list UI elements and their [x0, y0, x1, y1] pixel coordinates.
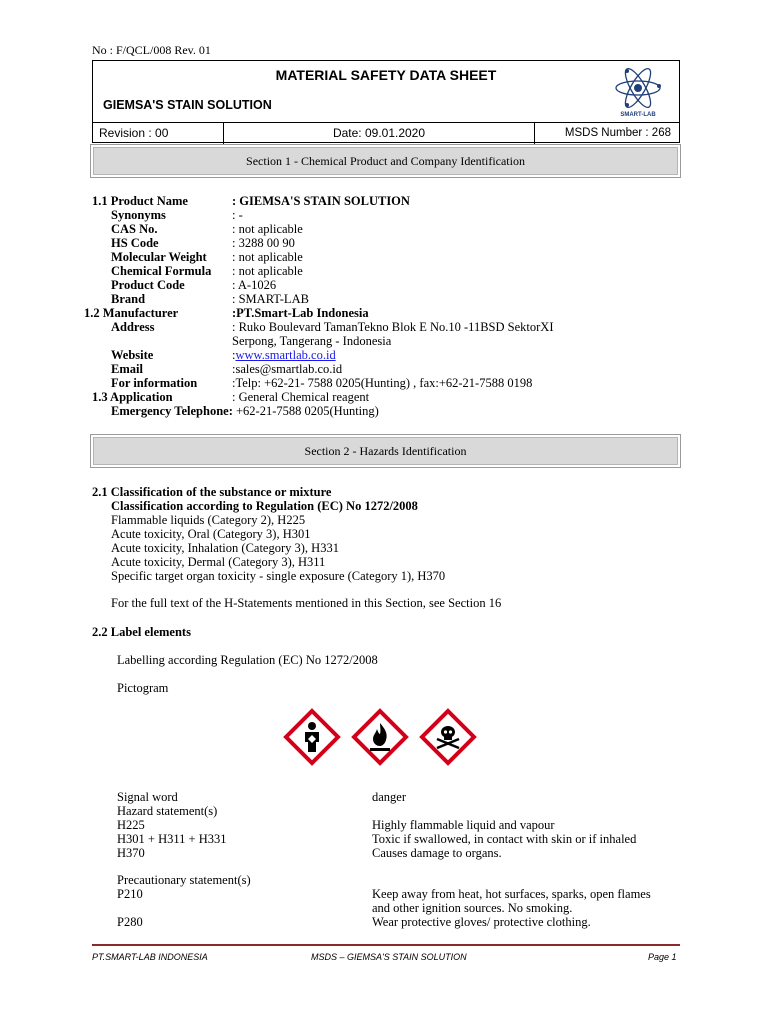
field-value: +62-21-7588 0205(Hunting)	[232, 404, 379, 418]
field-label: Chemical Formula	[111, 264, 212, 278]
smart-lab-logo	[603, 61, 673, 119]
section-2-header: Section 2 - Hazards Identification	[90, 434, 681, 468]
classification-heading: 2.1 Classification of the substance or mixture	[92, 485, 332, 499]
hazard-code: H370	[117, 846, 145, 860]
field-label: Emergency Telephone:	[111, 404, 233, 418]
signal-word-label: Signal word	[117, 790, 178, 804]
field-value: :Telp: +62-21- 7588 0205(Hunting) , fax:+62-21-7588 0198	[232, 376, 533, 390]
ghs-pictograms	[283, 708, 488, 766]
field-value: : Ruko Boulevard TamanTekno Blok E No.10 -11BSD SektorXI	[232, 320, 554, 334]
classification-item: Flammable liquids (Category 2), H225	[111, 513, 306, 527]
hazard-code: H301 + H311 + H331	[117, 832, 227, 846]
field-value: : 3288 00 90	[232, 236, 295, 250]
precaution-text-continued: and other ignition sources. No smoking.	[372, 901, 573, 915]
header-box	[92, 60, 680, 143]
pictogram-label: Pictogram	[117, 681, 169, 695]
msds-number-cell: MSDS Number : 268	[564, 127, 671, 139]
footer-document: MSDS – GIEMSA'S STAIN SOLUTION	[311, 952, 467, 962]
field-label: CAS No.	[111, 222, 158, 236]
field-label: Synonyms	[111, 208, 166, 222]
precaution-code: P280	[117, 915, 143, 929]
precaution-text: Wear protective gloves/ protective clothing.	[372, 915, 591, 929]
field-value: : General Chemical reagent	[232, 390, 370, 404]
website-link[interactable]: www.smartlab.co.id	[235, 348, 336, 362]
classification-item: Specific target organ toxicity - single exposure (Category 1), H370	[111, 569, 446, 583]
field-value: :sales@smartlab.co.id	[232, 362, 343, 376]
classification-item: Acute toxicity, Oral (Category 3), H301	[111, 527, 311, 541]
signal-word-value: danger	[372, 790, 407, 804]
field-value: : not aplicable	[232, 264, 303, 278]
field-value: :PT.Smart-Lab Indonesia	[232, 306, 369, 320]
precautionary-statements-label: Precautionary statement(s)	[117, 873, 251, 887]
field-value	[232, 348, 336, 363]
field-label: Molecular Weight	[111, 250, 207, 264]
field-label: HS Code	[111, 236, 159, 250]
health-hazard-icon	[286, 711, 338, 763]
hazard-text: Causes damage to organs.	[372, 846, 502, 860]
labelling-text: Labelling according Regulation (EC) No 1272/2008	[117, 653, 378, 667]
field-value: : GIEMSA'S STAIN SOLUTION	[232, 194, 410, 208]
section-1-header: Section 1 - Chemical Product and Company Identification	[90, 144, 681, 178]
classification-item: Acute toxicity, Inhalation (Category 3), H331	[111, 541, 339, 555]
product-heading: GIEMSA'S STAIN SOLUTION	[103, 98, 272, 112]
document-title: MATERIAL SAFETY DATA SHEET	[275, 67, 497, 83]
field-label: Address	[111, 320, 155, 334]
field-value: : SMART-LAB	[232, 292, 309, 306]
field-label: Website	[111, 348, 154, 362]
date-cell: Date: 09.01.2020	[224, 123, 535, 144]
header-info-row	[93, 122, 679, 144]
field-label: 1.1 Product Name	[92, 194, 188, 208]
footer-page-number: Page 1	[648, 952, 677, 962]
field-value: : not aplicable	[232, 222, 303, 236]
flame-icon	[354, 711, 406, 763]
footer-company: PT.SMART-LAB INDONESIA	[92, 952, 208, 962]
hazard-text: Highly flammable liquid and vapour	[372, 818, 555, 832]
field-value: : -	[232, 208, 243, 222]
website-prefix: :	[232, 348, 236, 362]
field-label: 1.3 Application	[92, 390, 173, 404]
field-value: Serpong, Tangerang - Indonesia	[232, 334, 392, 348]
hazard-statements-label: Hazard statement(s)	[117, 804, 218, 818]
field-value: : not aplicable	[232, 250, 303, 264]
logo-text: SMART-LAB	[620, 112, 656, 118]
field-label: Brand	[111, 292, 146, 306]
field-label: Email	[111, 362, 143, 376]
header-top	[93, 61, 679, 122]
hazard-code: H225	[117, 818, 145, 832]
footer-divider	[92, 944, 680, 946]
document-number: No : F/QCL/008 Rev. 01	[92, 43, 211, 57]
field-value: : A-1026	[232, 278, 277, 292]
label-elements-heading: 2.2 Label elements	[92, 625, 191, 639]
classification-item: Acute toxicity, Dermal (Category 3), H311	[111, 555, 326, 569]
skull-crossbones-icon	[422, 711, 474, 763]
field-label: Product Code	[111, 278, 185, 292]
precaution-code: P210	[117, 887, 143, 901]
atom-logo-icon	[603, 61, 673, 119]
precaution-text: Keep away from heat, hot surfaces, sparks, open flames	[372, 887, 651, 901]
emergency-telephone	[111, 404, 379, 419]
field-label: 1.2 Manufacturer	[84, 306, 179, 320]
regulation-heading: Classification according to Regulation (EC) No 1272/2008	[111, 499, 418, 513]
field-label: For information	[111, 376, 198, 390]
revision-cell: Revision : 00	[93, 123, 224, 144]
full-text-note: For the full text of the H-Statements mentioned in this Section, see Section 16	[111, 596, 502, 610]
hazard-text: Toxic if swallowed, in contact with skin or if inhaled	[372, 832, 637, 846]
